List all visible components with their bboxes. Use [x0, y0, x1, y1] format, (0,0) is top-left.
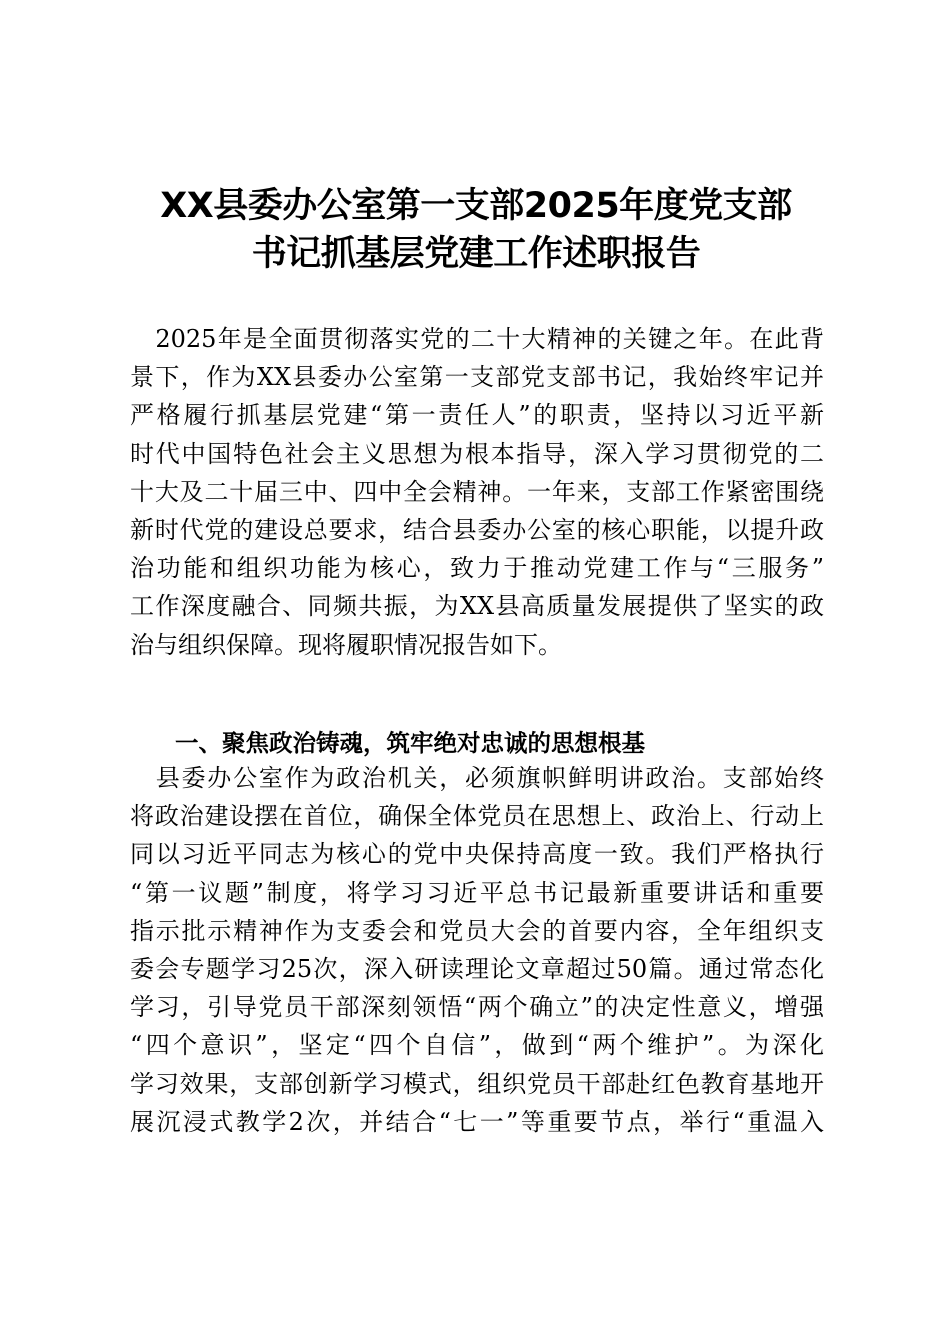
intro-paragraph [130, 320, 824, 664]
section-1-line-9: 学习效果，支部创新学习模式，组织党员干部赴红色教育基地开 [130, 1069, 824, 1098]
section-1-line-10: 展沉浸式教学2次，并结合“七一”等重要节点，举行“重温入 [130, 1107, 824, 1136]
document-title [120, 182, 832, 278]
section-1-line-2: 将政治建设摆在首位，确保全体党员在思想上、政治上、行动上 [130, 802, 824, 831]
section-1-line-1: 县委办公室作为政治机关，必须旗帜鲜明讲政治。支部始终 [130, 764, 824, 792]
intro-line-1: 2025年是全面贯彻落实党的二十大精神的关键之年。在此背 [130, 325, 824, 353]
section-1-line-8: “四个意识”，坚定“四个自信”，做到“两个维护”。为深化 [130, 1031, 824, 1060]
section-1-heading: 一、聚焦政治铸魂，筑牢绝对忠诚的思想根基 [175, 729, 645, 757]
intro-line-5: 十大及二十届三中、四中全会精神。一年来，支部工作紧密围绕 [130, 477, 824, 506]
section-1-line-4: “第一议题”制度，将学习习近平总书记最新重要讲话和重要 [130, 878, 824, 907]
section-1-line-3: 同以习近平同志为核心的党中央保持高度一致。我们严格执行 [130, 840, 824, 869]
intro-line-4: 时代中国特色社会主义思想为根本指导，深入学习贯彻党的二 [130, 439, 824, 468]
intro-line-9: 治与组织保障。现将履职情况报告如下。 [130, 630, 562, 659]
section-1-line-6: 委会专题学习25次，深入研读理论文章超过50篇。通过常态化 [130, 954, 824, 983]
intro-line-7: 治功能和组织功能为核心，致力于推动党建工作与“三服务” [130, 554, 824, 583]
intro-line-6: 新时代党的建设总要求，结合县委办公室的核心职能，以提升政 [130, 515, 824, 544]
intro-line-3: 严格履行抓基层党建“第一责任人”的职责，坚持以习近平新 [130, 401, 824, 430]
section-1-line-5: 指示批示精神作为支委会和党员大会的首要内容，全年组织支 [130, 916, 824, 945]
intro-line-8: 工作深度融合、同频共振，为XX县高质量发展提供了坚实的政 [130, 592, 824, 621]
title-line-2: 书记抓基层党建工作述职报告 [251, 234, 701, 274]
intro-line-2: 景下，作为XX县委办公室第一支部党支部书记，我始终牢记并 [130, 363, 824, 392]
section-1-line-7: 学习，引导党员干部深刻领悟“两个确立”的决定性意义，增强 [130, 993, 824, 1022]
section-1-paragraph [130, 759, 824, 1141]
title-line-1: XX县委办公室第一支部2025年度党支部 [160, 186, 792, 226]
